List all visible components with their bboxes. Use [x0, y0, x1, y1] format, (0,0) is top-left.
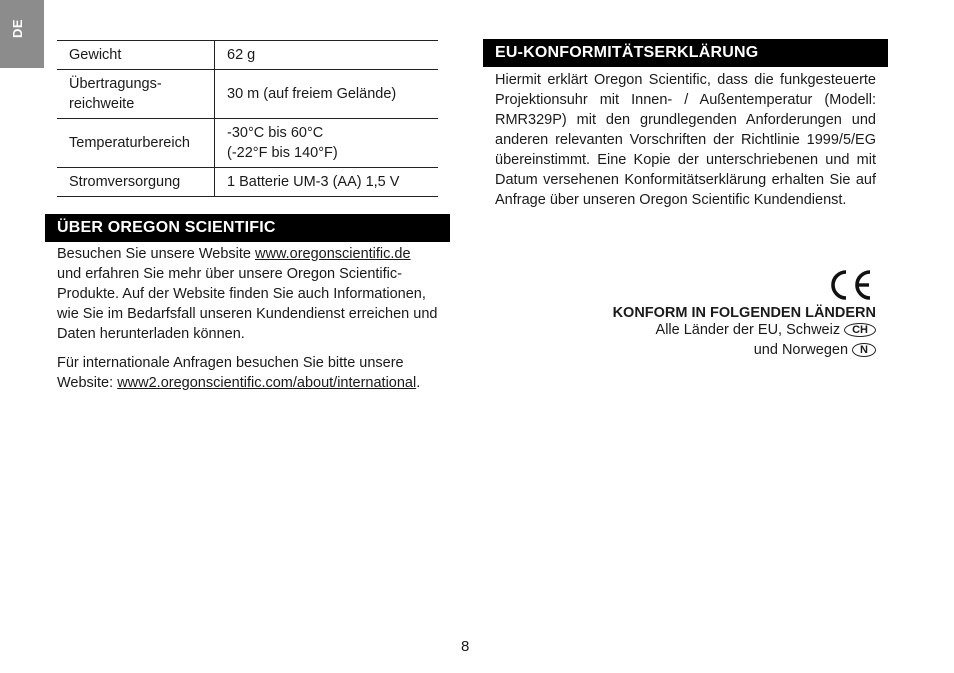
spec-value: -30°C bis 60°C (-22°F bis 140°F) — [215, 119, 439, 168]
conformity-line2-text: und Norwegen — [753, 342, 849, 358]
language-tab-label: DE — [10, 18, 25, 38]
country-badge-ch: CH — [844, 323, 876, 337]
oregon-paragraph-website — [57, 244, 438, 344]
table-row — [57, 41, 438, 70]
spec-label: Gewicht — [57, 41, 215, 70]
table-row — [57, 168, 438, 197]
spec-label: Übertragungs- reichweite — [57, 70, 215, 119]
spec-label: Stromversorgung — [57, 168, 215, 197]
specifications-table — [57, 40, 438, 197]
eu-section-header: EU-KONFORMITÄTSERKLÄRUNG — [483, 39, 888, 67]
spec-value: 30 m (auf freiem Gelände) — [215, 70, 439, 119]
table-row — [57, 70, 438, 119]
spec-label: Temperaturbereich — [57, 119, 215, 168]
conformity-line1-text: Alle Länder der EU, Schweiz — [655, 322, 841, 338]
conformity-line-eu — [656, 322, 876, 338]
page-number: 8 — [461, 638, 470, 655]
oregon-p1-prefix: Besuchen Sie unsere Website — [57, 246, 256, 262]
oregon-website-link[interactable]: www.oregonscientific.de — [255, 246, 411, 262]
oregon-p2-prefix: Für internationale Anfragen besuchen Sie bitte unsere Website: — [57, 355, 404, 391]
conformity-title: KONFORM IN FOLGENDEN LÄNDERN — [612, 305, 876, 321]
country-badge-n: N — [852, 343, 876, 357]
spec-value: 1 Batterie UM-3 (AA) 1,5 V — [215, 168, 439, 197]
oregon-paragraph-international — [57, 353, 438, 393]
ce-mark-icon — [826, 268, 874, 302]
oregon-p1-suffix: und erfahren Sie mehr über unsere Oregon Scientific-Produkte. Auf der Website finden Sie auch Informationen, wie Sie im Bedarfsfall unseren Kundendienst erreichen und Daten herunterladen können. — [57, 266, 438, 342]
conformity-line-norway — [754, 342, 876, 358]
spec-value: 62 g — [215, 41, 439, 70]
international-website-link[interactable]: www2.oregonscientific.com/about/international — [117, 375, 417, 391]
oregon-section-header: ÜBER OREGON SCIENTIFIC — [45, 214, 450, 242]
eu-declaration-text: Hiermit erklärt Oregon Scientific, dass die funkgesteuerte Projektionsuhr mit Innen- / Außentemperatur (Modell: RMR329P) mit den grundlegenden Anforderungen und anderen relevanten Vorschriften der Richtlinie 1999/5/EG übereinstimmt. Eine Kopie der unterschriebenen und mit Datum versehenen Konformitätserklärung erhalten Sie auf Anfrage über unseren Oregon Scientific Kundendienst. — [495, 72, 876, 208]
table-row — [57, 119, 438, 168]
oregon-p2-suffix: . — [416, 375, 421, 391]
language-tab — [0, 0, 44, 68]
